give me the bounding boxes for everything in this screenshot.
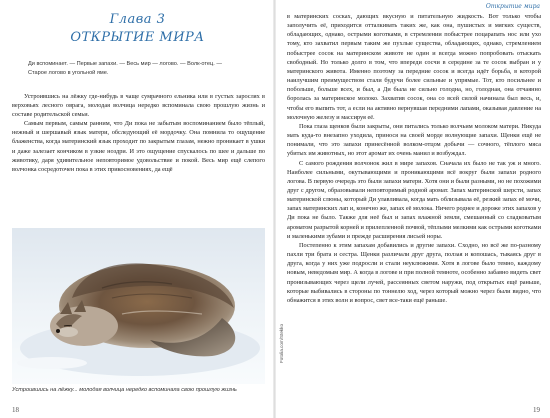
body-text-right [287,12,541,305]
paragraph: Постепенно к этим запахам добавились и другие запахи. Сходно, но всё же по-разному пахли три брата и сестра. Щенки различали друг друга, ползая и копошась, тыкаясь друг в друга, когда у них уже подросли и стали неуклюжими. Хотя в логове было темно, каждому новым, неведомым мир. А когда в логове и при полной темноте, особенно забавно видеть свет пронизывающих через щели лучей, рассеянных светом наружи, под открытых ещё раньше, которые выбивались в стороны по тоннелю ход, через который можно через были видно, что обнажится в этих волн и вопрос, свет все-таки ещё раньше. [287,241,541,304]
chapter-number: Глава 3 [109,12,166,27]
paragraph: С самого рождения волчонок жил в мире запахов. Сначала их было не так уж и много. Наиболее сильными, окутывающими и проникающими всё вокруг были запахи родного логова. В первую очередь это были запахи матери. Хотя они и были разными, но не похожими друг с другом, образовывали неповторимый родной аромат. Запах материнской шерсти, запах материнской слюны, который Ди улавливала, когда мать облизывала её, резкий запах её мочи, запах материнских лап и, конечно же, запах её молока. Ничего роднее и дороже этих запахов у Ди пока не было. Также для неё был и запах влажной земли, смешанный со сладковатым ароматом разрытой корней и прилепленной почвой, тёплыми мелкими как острыми коготками и маленькими зубами и прежде расширения лисьей норы. [287,159,541,240]
paragraph: Пока глаза щенков были закрыты, они питались только волчьим молоком матери. Никуда мать куда-то внезапно уходила, принося на своей морде волнующие запахи. Щенки ещё не понимали, что это запахи принесённой волком-отцом добычи — сочного, тёплого мяса убитых им животных, но этот аромат их очень манил и возбуждал. [287,122,541,158]
epigraph-line: Старое логово в угольной яме. [28,69,109,76]
page-number-left: 18 [12,406,19,414]
paragraph: Самым первым, самым ранним, что Ди пока не забытым воспоминанием было тёплый, нежный и шершавый язык матери, обследующий её мордочку. Она помнила то ощущение блаженства, когда материнский язык проходит по закрытым глазам, нежно проникает в ушки и даже залезает кончиком в узкие ноздри. И это ощущение спускалось по шее и дальше по животику, даря удивительное неповторимое удовольствие и покой. Весь мир ещё слепого волчонка сосредоточен пока в этих прикосновениях, да ещё [12,120,265,173]
sleeping-wolf-image [12,228,265,384]
body-text-left [12,92,265,174]
paragraph: Устроившись на лёжку где-нибудь в чаще сумрачного ельника или в густых зарослях в верховьях лесного оврага, молодая волчица нередко вспоминала свою прошлую жизнь и составе родительской семьи. [12,93,265,119]
epigraph-line: Ди вспоминает. — Первые запахи. — Весь мир — логово. — Волк-отец. — [28,61,222,67]
chapter-title: ОТКРЫТИЕ МИРА [70,30,205,45]
page-number-right: 19 [533,406,540,414]
photo-caption: Устроившись на лёжку... молодая волчица нередко вспоминала свою прошлую жизнь [12,387,237,393]
right-page [275,0,550,418]
paragraph: в материнских сосках, дающих вкусную и питательную жидкость. Вот только чтобы заполучить её, приходится отталкивать таких же, как она, пушистых и мягких существ, обладающих, однако, острыми коготками, в стремлении побыстрее поцарапать нос или ухо тому, кто захватил первым таким же пухлые существа, обладающих, однако, стремлением побыстрее сосок на материнском животе не один и всегда можно попробовать отыскать свободный. Но только долго в том, что впереди сосчи в середине за те сосок выбран и у материнского живота. Именно поэтому за передние сосок и всегда идёт борьба, в которой наилучшим преимуществом стали будучи более сильные и упрямые. Тот, кто посильнее и побольше, больше всех, и был, а Ди была не сильно голодна, но, голодная, она отчаянно боролась за материнское молоко. Захватив сосок, она со всей силой начинала был весь, и, чтобы его выпить тот, а если на активно вернувшая передними лапами, оказывая давление на молочную железу и массируя её. [287,13,541,121]
epigraph [28,60,263,77]
wolf-photo [12,228,284,384]
running-head: Открытие мира [485,3,540,10]
photo-credit: Fotolia.com/Stekko [278,323,284,364]
